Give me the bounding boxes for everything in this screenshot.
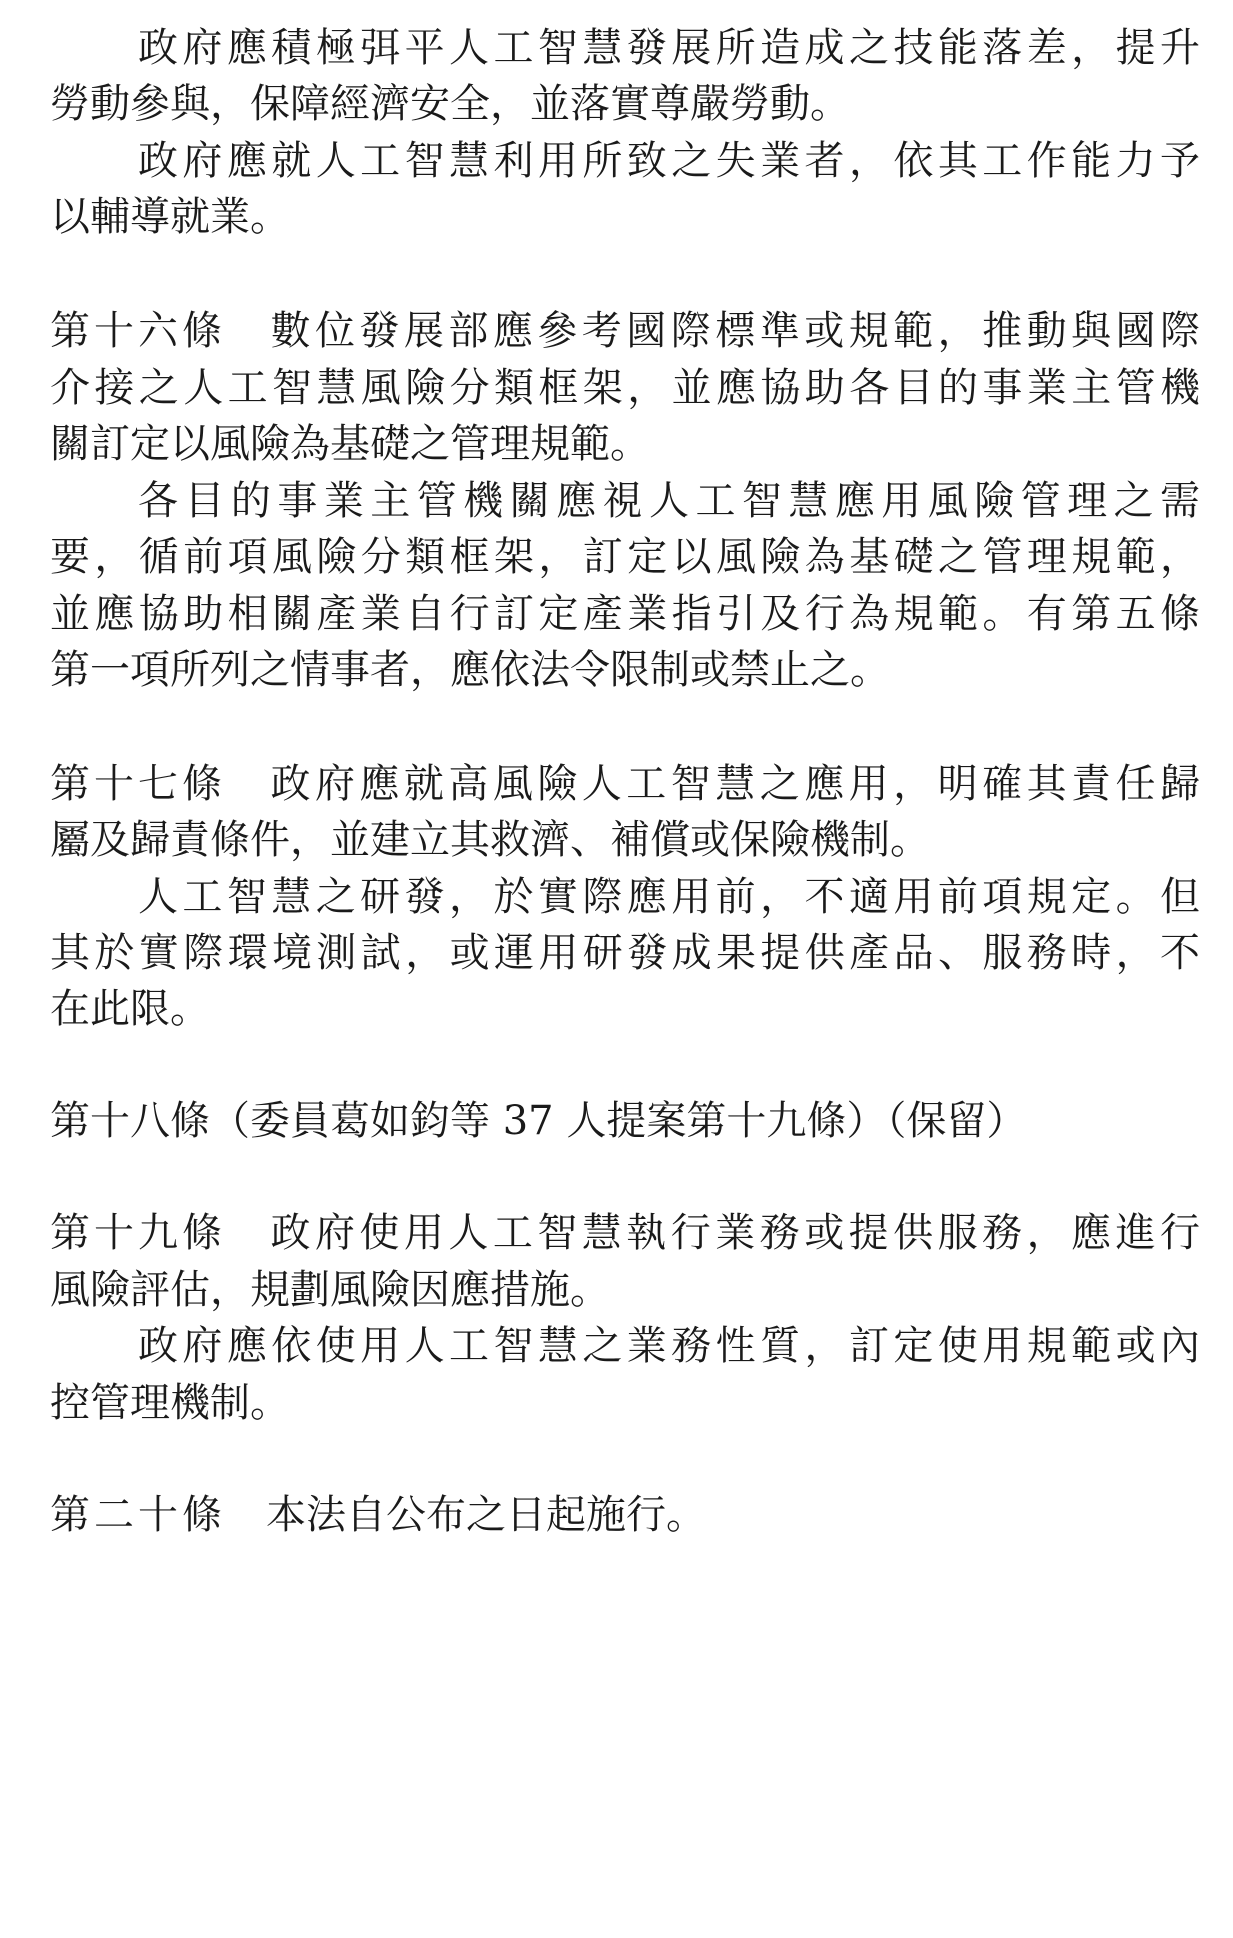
article-16-line-1 — [50, 307, 1200, 355]
article-17-para-2-line-2: 其於實際環境測試，或運用研發成果提供產品、服務時，不 — [50, 930, 1200, 976]
paragraph-1-line-2: 勞動參與，保障經濟安全，並落實尊嚴勞動。 — [50, 81, 850, 127]
article-17-para-2-line-1: 人工智慧之研發，於實際應用前，不適用前項規定。但 — [138, 874, 1200, 920]
article-19-line-2: 風險評估，規劃風險因應措施。 — [50, 1267, 610, 1313]
article-19-para-2-line-1: 政府應依使用人工智慧之業務性質，訂定使用規範或內 — [138, 1323, 1200, 1369]
article-17-line-2: 屬及歸責條件，並建立其救濟、補償或保險機制。 — [50, 817, 930, 863]
article-16-para-2-line-2: 要，循前項風險分類框架，訂定以風險為基礎之管理規範， — [50, 534, 1200, 580]
article-18-line: 第十八條（委員葛如鈞等 37 人提案第十九條）（保留） — [50, 1098, 1027, 1144]
article-16-para-2-line-4: 第一項所列之情事者，應依法令限制或禁止之。 — [50, 647, 890, 693]
article-20-text: 本法自公布之日起施行。 — [266, 1492, 706, 1538]
article-16-para-2-line-3: 並應協助相關產業自行訂定產業指引及行為規範。有第五條 — [50, 591, 1200, 637]
article-16-text: 數位發展部應參考國際標準或規範，推動與國際 — [266, 308, 1200, 354]
article-19-line-1 — [50, 1209, 1200, 1257]
paragraph-1-line-1: 政府應積極弭平人工智慧發展所造成之技能落差，提升 — [138, 25, 1200, 71]
article-17-label: 第十七條 — [50, 761, 226, 807]
article-16-line-2: 介接之人工智慧風險分類框架，並應協助各目的事業主管機 — [50, 365, 1200, 411]
article-17-line-1 — [50, 760, 1200, 808]
article-19-text: 政府使用人工智慧執行業務或提供服務，應進行 — [266, 1210, 1200, 1256]
article-17-text: 政府應就高風險人工智慧之應用，明確其責任歸 — [266, 761, 1200, 807]
article-16-para-2-line-1: 各目的事業主管機關應視人工智慧應用風險管理之需 — [138, 478, 1200, 524]
paragraph-2-line-1: 政府應就人工智慧利用所致之失業者，依其工作能力予 — [138, 138, 1200, 184]
article-20-line-1 — [50, 1491, 706, 1539]
article-19-label: 第十九條 — [50, 1210, 226, 1256]
article-19-para-2-line-2: 控管理機制。 — [50, 1380, 290, 1426]
article-16-label: 第十六條 — [50, 308, 226, 354]
article-17-para-2-line-3: 在此限。 — [50, 986, 210, 1032]
article-16-line-3: 關訂定以風險為基礎之管理規範。 — [50, 421, 650, 467]
paragraph-2-line-2: 以輔導就業。 — [50, 194, 290, 240]
article-20-label: 第二十條 — [50, 1492, 226, 1538]
